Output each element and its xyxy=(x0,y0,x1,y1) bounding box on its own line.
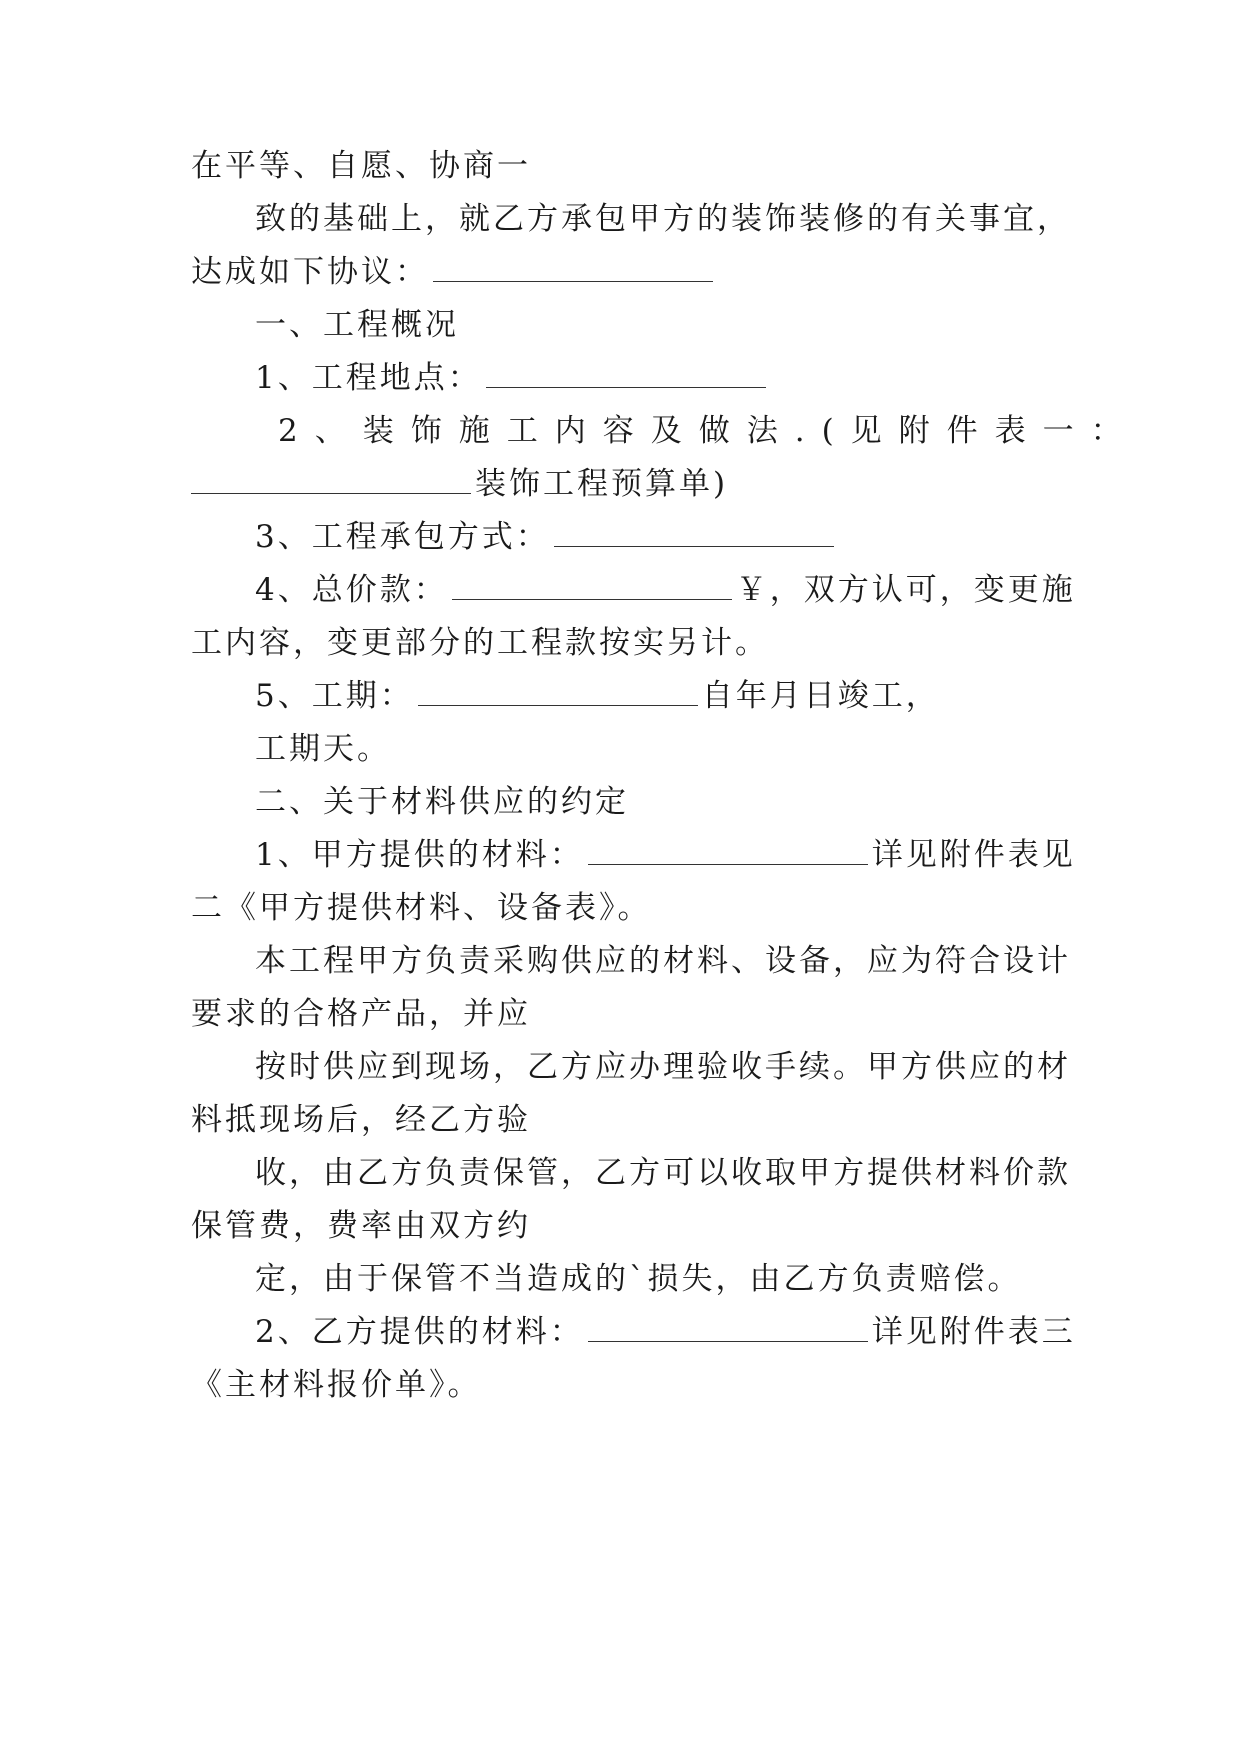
text: 保管费，费率由双方约 xyxy=(191,1208,531,1244)
text-line xyxy=(255,1254,1125,1304)
text-line xyxy=(278,406,1148,456)
text: 致的基础上，就乙方承包甲方的装饰装修的有关事宜， xyxy=(255,201,1071,237)
text-line xyxy=(191,883,1061,933)
fill-in-blank xyxy=(588,834,868,865)
text-line xyxy=(255,724,1125,774)
text: 本工程甲方负责采购供应的材料、设备，应为符合设计 xyxy=(255,943,1071,979)
text-line xyxy=(255,671,1125,721)
text: 详见附件表三 xyxy=(871,1314,1076,1350)
text: 定，由于保管不当造成的`损失，由乙方负责赔偿。 xyxy=(255,1261,1022,1297)
text: 料抵现场后，经乙方验 xyxy=(191,1102,531,1138)
text-line xyxy=(191,1095,1061,1145)
text: 1、工程地点： xyxy=(255,360,482,396)
fill-in-blank xyxy=(452,569,732,600)
text: 装饰工程预算单) xyxy=(475,466,729,502)
text: 1、甲方提供的材料： xyxy=(255,837,584,873)
text: 4、总价款： xyxy=(255,572,448,608)
fill-in-blank xyxy=(588,1311,868,1342)
text: 2、装饰施工内容及做法.(见附件表一： xyxy=(278,413,1139,449)
text: 工内容，变更部分的工程款按实另计。 xyxy=(191,625,769,661)
text: 按时供应到现场，乙方应办理验收手续。甲方供应的材 xyxy=(255,1049,1071,1085)
text-line xyxy=(255,1042,1125,1092)
text-line xyxy=(255,830,1125,880)
text-line xyxy=(255,194,1125,244)
text-line xyxy=(191,247,1061,297)
text-line xyxy=(191,141,1061,191)
text: ￥，双方认可，变更施 xyxy=(735,572,1076,608)
fill-in-blank xyxy=(191,463,471,494)
fill-in-blank xyxy=(418,675,698,706)
text-line xyxy=(191,989,1061,1039)
text: 要求的合格产品，并应 xyxy=(191,996,531,1032)
text-line xyxy=(255,512,1125,562)
section-heading xyxy=(255,777,1125,827)
text: 3、工程承包方式： xyxy=(255,519,550,555)
text-line xyxy=(255,565,1125,615)
text: 《主材料报价单》。 xyxy=(191,1367,482,1403)
text: 详见附件表见 xyxy=(871,837,1076,873)
text: 在平等、自愿、协商一 xyxy=(191,148,531,184)
text: 一、工程概况 xyxy=(255,307,459,343)
text-line xyxy=(191,1360,1061,1410)
text-line xyxy=(191,459,1061,509)
fill-in-blank xyxy=(554,516,834,547)
text-line xyxy=(191,1201,1061,1251)
text: 二、关于材料供应的约定 xyxy=(255,784,629,820)
text-line xyxy=(191,618,1061,668)
text: 2、乙方提供的材料： xyxy=(255,1314,584,1350)
text-line xyxy=(255,1307,1125,1357)
fill-in-blank xyxy=(433,251,713,282)
text-line xyxy=(255,353,1125,403)
text: 工期天。 xyxy=(255,731,391,767)
text: 收，由乙方负责保管，乙方可以收取甲方提供材料价款 xyxy=(255,1155,1071,1191)
section-heading xyxy=(255,300,1125,350)
text-line xyxy=(255,1148,1125,1198)
text-line xyxy=(255,936,1125,986)
text: 自年月日竣工， xyxy=(701,678,940,714)
text: 达成如下协议： xyxy=(191,254,429,290)
text: 二《甲方提供材料、设备表》。 xyxy=(191,890,652,926)
fill-in-blank xyxy=(486,357,766,388)
text: 5、工期： xyxy=(255,678,414,714)
